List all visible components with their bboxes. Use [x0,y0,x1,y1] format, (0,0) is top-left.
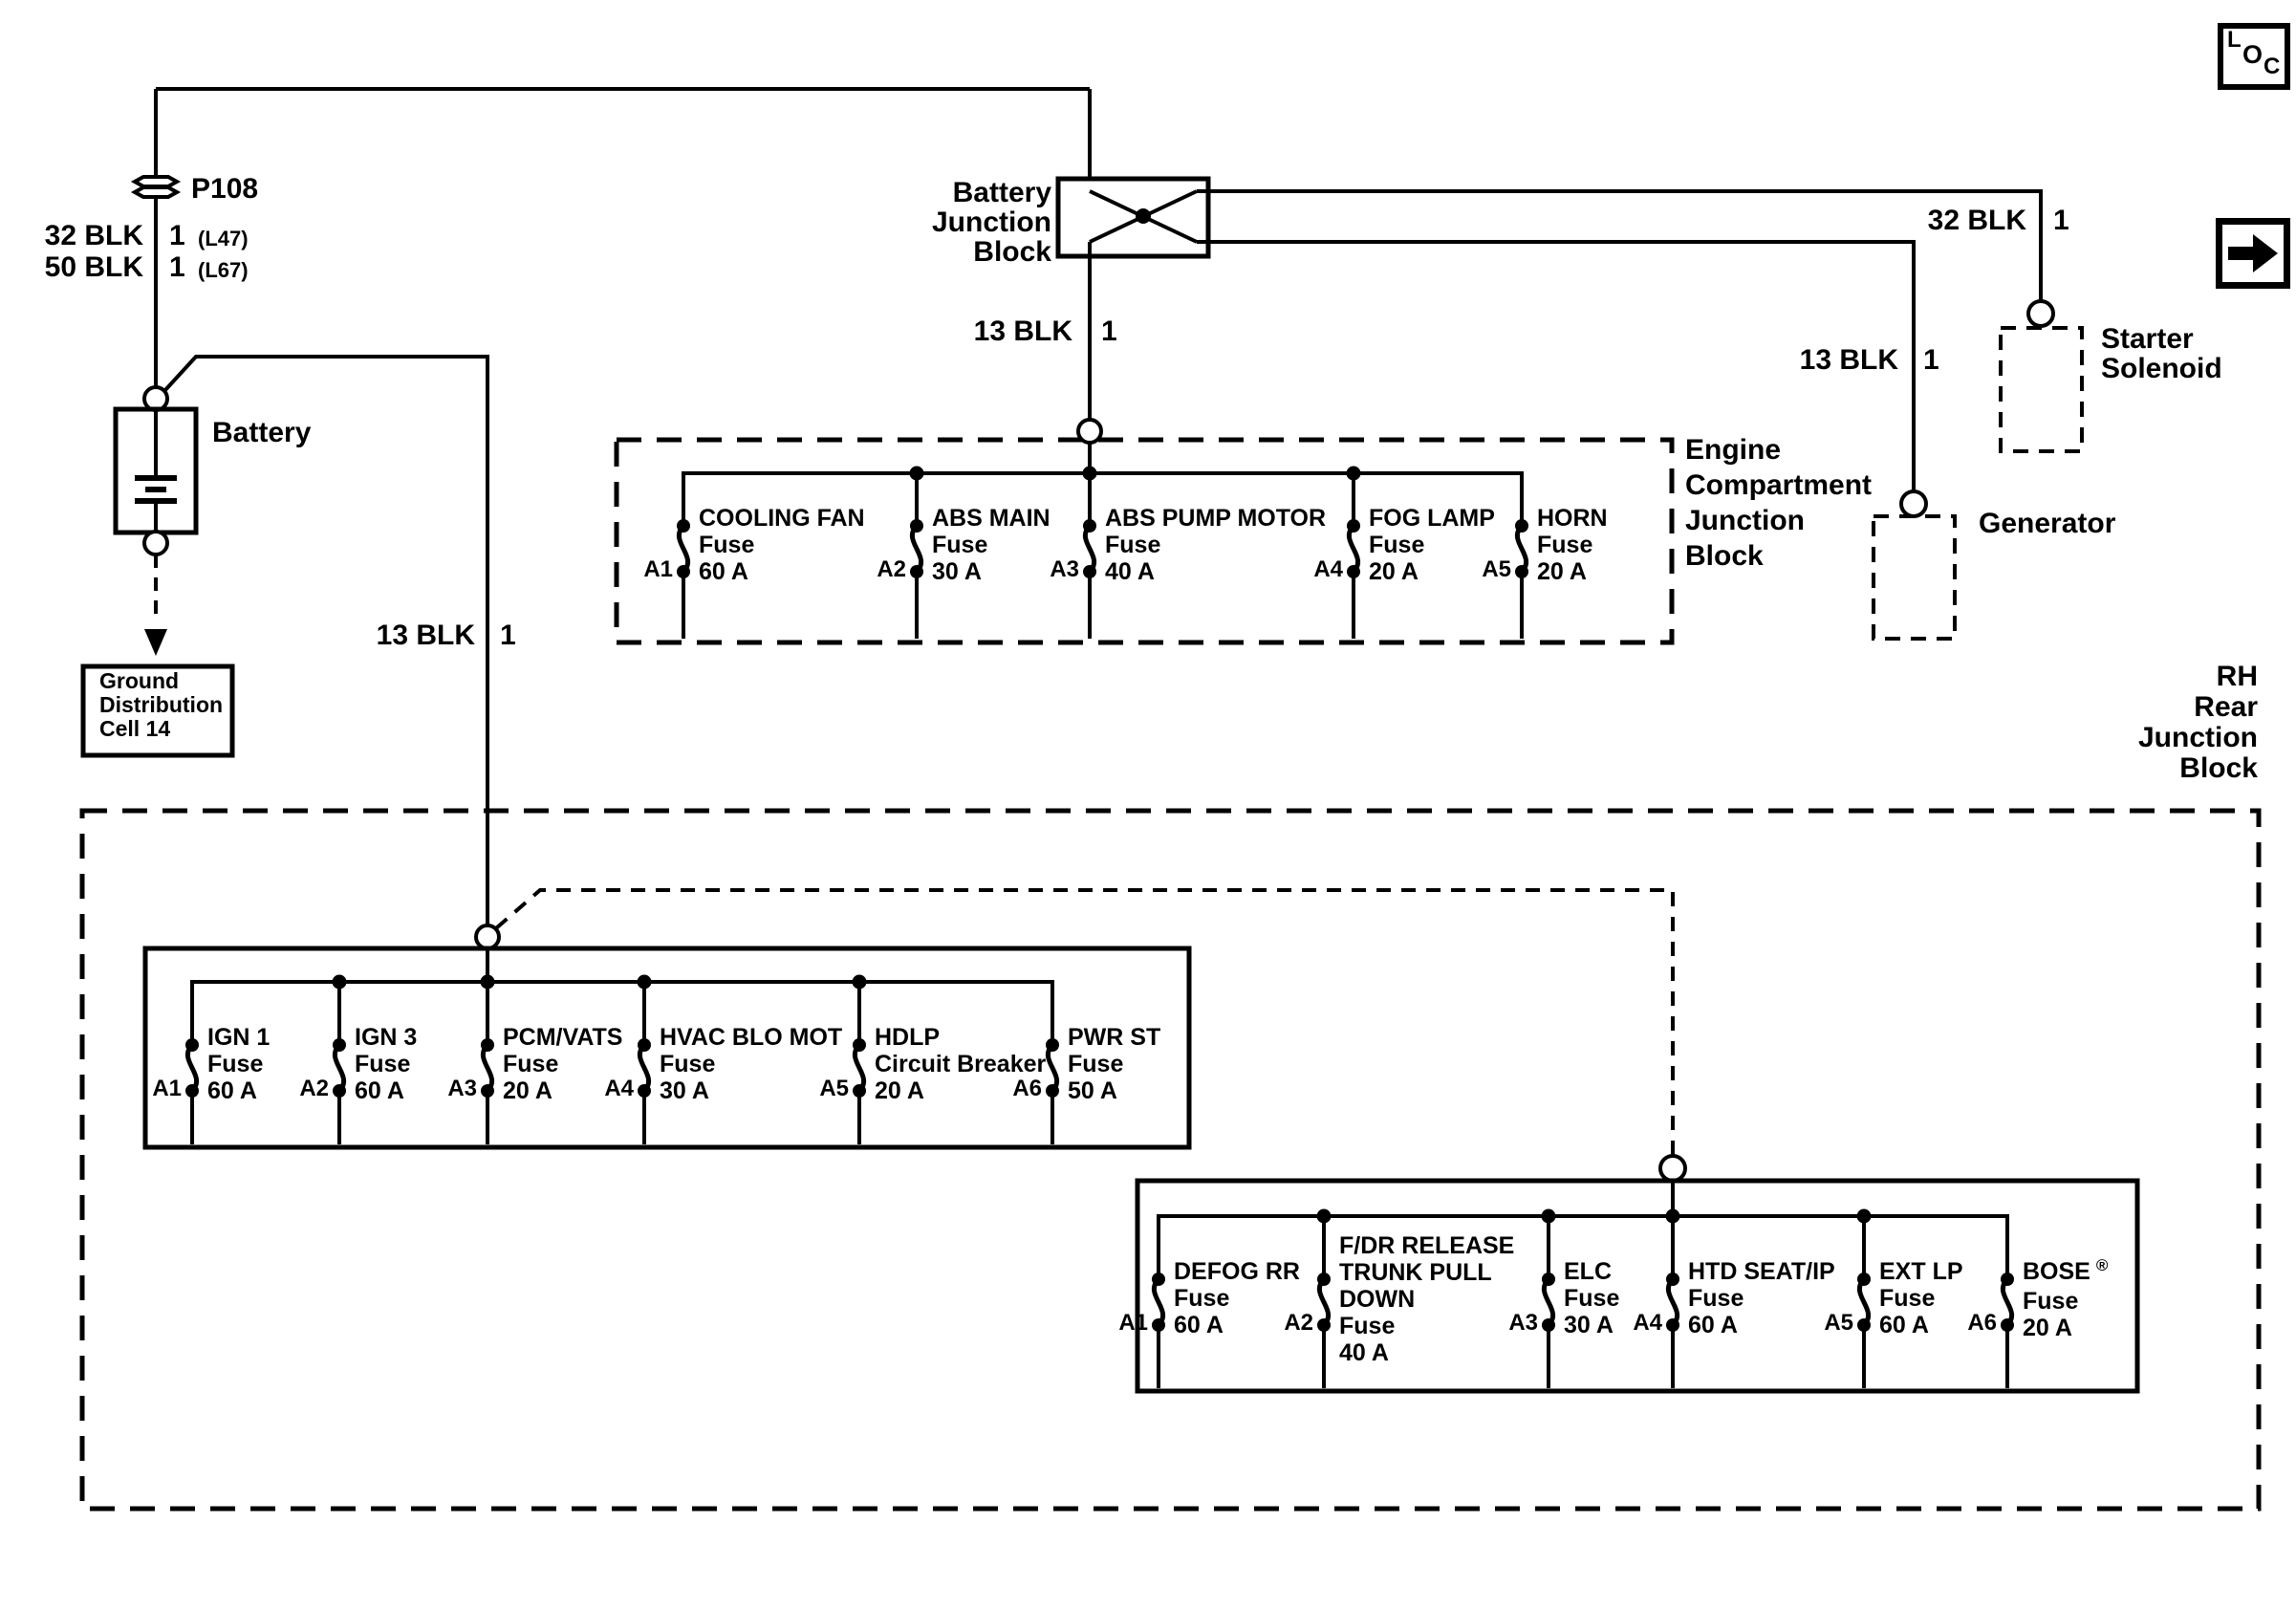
fuse-name-line [699,505,865,532]
fuse-name-line [2023,1258,2108,1288]
fuse-name: EXT LP [1879,1258,1963,1285]
fuse-icon [638,1038,651,1098]
fuse-icon [2001,1273,2014,1332]
battery-terminal-connector [144,387,167,410]
fuse-type: Fuse [699,532,755,558]
loc-letter-o: O [2242,40,2264,69]
fuse-name-line [355,1024,417,1051]
fuse-type: Fuse [2023,1288,2079,1315]
generator-wire-name: 13 BLK [1799,344,1898,376]
fuse-name-line [932,505,1051,532]
fuse-icon [1515,519,1528,578]
fuse-name: COOLING FAN [699,505,865,532]
fuse-type-line [1369,532,1495,558]
loc-icon[interactable] [2218,23,2290,90]
fuse-type-line [355,1051,417,1077]
fuse-icon [1046,1038,1059,1098]
fuse-icon [677,519,690,578]
starter-wire-name: 32 BLK [1927,205,2026,236]
fuse-amp: 30 A [660,1077,709,1104]
fuse-amp: 20 A [1369,558,1419,585]
fuse-type-line [875,1051,1046,1077]
fuse-name: ABS PUMP MOTOR [1105,505,1327,532]
fuse-icon [853,1038,866,1098]
fuse-type-line [1105,532,1326,558]
fuse-type: Fuse [1879,1285,1936,1312]
fuse-amp: 60 A [207,1077,257,1104]
fuse-amp: 20 A [875,1077,924,1104]
fuse-position-label: A2 [1284,1310,1313,1336]
bjb-feed-wire-name: 13 BLK [973,315,1072,347]
bank1-feed-connector [476,925,499,948]
fuse-amp: 20 A [2023,1315,2072,1341]
junction-dot [481,975,495,990]
fuse-name: FOG LAMP [1369,505,1495,532]
fuse-label-block [1068,1024,1160,1104]
fuse-amp-line [1068,1077,1160,1104]
fuse-type: Fuse [1537,532,1593,558]
fuse-position-label: A5 [819,1076,849,1101]
fuse-position-label: A5 [1482,556,1511,582]
fuse-name: HORN [1537,505,1608,532]
fuse-name-line [1688,1258,1835,1285]
p108-grommet-icon [135,177,177,197]
starter-solenoid-box [2001,328,2082,451]
fuse-type: Fuse [660,1051,716,1077]
fuse-name-line [660,1024,842,1051]
fuse-name: HDLP [875,1024,941,1051]
battery-junction-block-label [803,178,1051,267]
fuse-name-line [1339,1286,1514,1313]
fuse-type: Fuse [503,1051,559,1077]
fuse-type-line [932,532,1051,558]
fuse-amp-line [1339,1339,1514,1366]
fuse-name-line [1339,1259,1514,1286]
ground-line-2: Distribution [99,692,224,717]
fuse-amp-line [1537,558,1608,585]
junction-dot [1317,1209,1332,1224]
fuse-type: Fuse [1105,532,1161,558]
generator-box [1874,516,1955,639]
junction-dot [910,467,924,481]
fuse-amp: 30 A [1564,1312,1614,1338]
right-arrow-glyph [2222,225,2284,282]
battery-label: Battery [212,417,312,448]
fuse-position-label: A1 [643,556,673,582]
junction-dot [1347,467,1361,481]
fuse-name: DEFOG RR [1174,1258,1300,1285]
fuse-amp: 30 A [932,558,982,585]
fuse-type-line [1688,1285,1835,1312]
fuse-name: ABS MAIN [932,505,1051,532]
ecjb-label [1685,432,1872,574]
fuse-icon [1666,1273,1679,1332]
starter-wire-pin: 1 [2053,205,2069,236]
battery-cell-icon [135,409,177,533]
fuse-name: ELC [1564,1258,1612,1285]
ecjb-line-3: Junction [1685,505,1805,536]
ground-line-1: Ground [99,668,180,693]
rh-line-1: RH [2216,661,2258,692]
fuse-position-label: A1 [1118,1310,1148,1336]
fuse-name-line [1068,1024,1160,1051]
loc-letter-l: L [2227,27,2242,53]
fuse-position-label: A4 [604,1076,634,1101]
fuse-type: Fuse [1369,532,1425,558]
generator-connector [1901,491,1926,516]
fuse-name-line [875,1024,1046,1051]
fuse-amp: 40 A [1105,558,1155,585]
fuse-name: TRUNK PULL [1339,1259,1492,1286]
rh-feed-wire-name: 13 BLK [376,620,475,651]
ground-line-3: Cell 14 [99,716,171,741]
ecjb-line-4: Block [1685,540,1764,572]
fuse-position-label: A2 [299,1076,329,1101]
ground-distribution-label [99,669,223,741]
fuse-name-line [1537,505,1608,532]
fuse-name: PWR ST [1068,1024,1161,1051]
p108-wire-name-2: 50 BLK [44,251,143,283]
ecjb-line-2: Compartment [1685,469,1873,501]
junction-dot [638,975,652,990]
fuse-position-label: A3 [1508,1310,1538,1336]
fuse-amp: 20 A [503,1077,552,1104]
registered-mark: ® [2095,1256,2109,1274]
fuse-icon [185,1038,199,1098]
rh-line-4: Block [2179,752,2258,784]
fuse-type-line [660,1051,842,1077]
rh-line-2: Rear [2194,691,2258,723]
ecjb-line-1: Engine [1685,434,1782,466]
fuse-label-block [2023,1258,2108,1341]
p108-pin-2: 1 [169,251,185,283]
bank2-feed-connector [1660,1156,1685,1181]
fuse-type: Fuse [932,532,988,558]
ecjb-feed-connector [1078,420,1101,443]
fuse-name: BOSE [2023,1258,2090,1285]
fuse-position-label: A1 [152,1076,182,1101]
ground-arrow-icon [144,629,167,656]
rh-rear-jb-dashed-box [82,811,2259,1509]
fuse-name-line [1879,1258,1963,1285]
fuse-name-line [1564,1258,1619,1285]
fuse-icon [910,519,923,578]
fuse-position-label: A6 [1967,1310,1997,1336]
generator-wire-pin: 1 [1923,344,1939,376]
fuse-amp: 20 A [1537,558,1587,585]
fuse-amp: 60 A [1688,1312,1738,1338]
junction-dot [1083,467,1097,481]
p108-circuit-1: (L47) [198,227,249,250]
loc-letter-c: C [2264,54,2281,79]
fuse-icon [333,1038,346,1098]
fuse-type-line [1537,532,1608,558]
fuse-name-line [1174,1258,1300,1285]
fuse-name: F/DR RELEASE [1339,1232,1515,1259]
fuse-name-line [1339,1232,1514,1259]
fuse-name: IGN 3 [355,1024,418,1051]
continue-arrow-icon[interactable] [2216,218,2290,289]
junction-dot [853,975,867,990]
fuse-type: Fuse [1174,1285,1230,1312]
rh-line-3: Junction [2138,722,2258,753]
fuse-type-line [207,1051,270,1077]
fuse-type-line [699,532,865,558]
fuse-name-line [1369,505,1495,532]
fuse-label-block [1339,1232,1514,1366]
battery-junction-block-box [1058,179,1208,256]
fuse-type-line [1564,1285,1619,1312]
fuse-name-line [503,1024,622,1051]
fuse-name-line [207,1024,270,1051]
fuse-position-label: A5 [1824,1310,1853,1336]
bjb-line-1: Battery [952,177,1051,208]
rh-rear-jb-label [2009,662,2258,784]
fuse-position-label: A4 [1633,1310,1662,1336]
fuse-position-label: A6 [1012,1076,1042,1101]
p108-pin-1: 1 [169,220,185,251]
fuse-amp: 60 A [355,1077,404,1104]
fuse-name: PCM/VATS [503,1024,623,1051]
rh-feed-pin: 1 [500,620,516,651]
fuse-position-label: A3 [447,1076,477,1101]
fuse-amp: 60 A [699,558,748,585]
fuse-amp-line [2023,1315,2108,1341]
fuse-name-line [1105,505,1326,532]
fuse-icon [1152,1273,1165,1332]
fuse-name: IGN 1 [207,1024,271,1051]
fuse-icon [1317,1273,1331,1332]
generator-label: Generator [1979,508,2116,539]
fuse-amp: 60 A [1174,1312,1224,1338]
fuse-type-line [2023,1288,2108,1315]
starter-line-2: Solenoid [2101,353,2222,384]
starter-connector [2028,301,2053,326]
starter-solenoid-label [2101,324,2222,383]
fuse-label-block [1537,505,1608,585]
fuse-type: Fuse [355,1051,411,1077]
fuse-icon [481,1038,494,1098]
bjb-line-3: Block [973,236,1051,268]
junction-dot [1542,1209,1556,1224]
p108-wire-name-1: 32 BLK [44,220,143,251]
fuse-type: Circuit Breaker [875,1051,1047,1077]
starter-line-1: Starter [2101,323,2194,355]
fuse-type-line [1174,1285,1300,1312]
fuse-type: Fuse [1339,1313,1396,1339]
bjb-feed-pin: 1 [1101,315,1117,347]
fuse-icon [1857,1273,1871,1332]
fuse-type-line [1068,1051,1160,1077]
fuse-type: Fuse [1688,1285,1744,1312]
fuse-amp: 50 A [1068,1077,1117,1104]
fuse-type: Fuse [1068,1051,1124,1077]
fuse-type: Fuse [1564,1285,1620,1312]
fuse-amp: 60 A [1879,1312,1929,1338]
p108-label: P108 [191,173,259,205]
fuse-type-line [503,1051,622,1077]
junction-dot [333,975,347,990]
bjb-line-2: Junction [932,207,1051,238]
junction-dot [1666,1209,1680,1224]
fuse-type-line [1879,1285,1963,1312]
fuse-name: HTD SEAT/IP [1688,1258,1835,1285]
fuse-name: HVAC BLO MOT [660,1024,843,1051]
internal-dashed-link [496,890,1673,1156]
junction-dot [1857,1209,1872,1224]
p108-circuit-2: (L67) [198,258,249,282]
fuse-icon [1347,519,1360,578]
battery-ground-connector [144,532,167,555]
fuse-type: Fuse [207,1051,264,1077]
fuse-position-label: A3 [1050,556,1079,582]
junction-center-dot [1136,208,1151,224]
fuse-icon [1083,519,1096,578]
fuse-position-label: A2 [877,556,906,582]
fuse-name: DOWN [1339,1286,1416,1313]
fuse-position-label: A4 [1313,556,1343,582]
fuse-amp: 40 A [1339,1339,1389,1366]
